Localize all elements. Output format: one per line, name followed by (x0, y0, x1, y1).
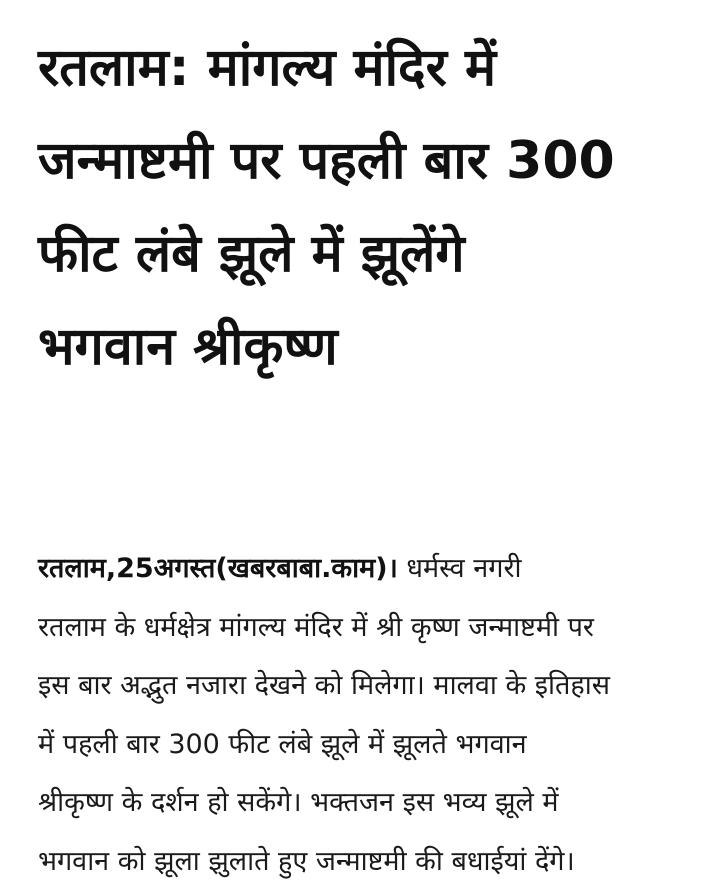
dateline: रतलाम,25अगस्त(खबरबाबा.काम)। (38, 553, 398, 584)
headline-line: जन्माष्टमी पर पहली बार 300 (38, 131, 615, 191)
body-line: इस बार अद्भुत नजारा देखने को मिलेगा। मालवा के इतिहास (38, 670, 610, 701)
body-line: भगवान को झूला झुलाते हुए जन्माष्टमी की बधाईयां देंगे। (38, 845, 575, 877)
body-line (38, 540, 698, 599)
article-headline (38, 22, 698, 394)
body-line: में पहली बार 300 फीट लंबे झूले में झूलते भगवान (38, 728, 527, 760)
body-line: रतलाम के धर्मक्षेत्र मांगल्य मंदिर में श्री कृष्ण जन्माष्टमी पर (38, 611, 594, 643)
headline-line: फीट लंबे झूले में झूलेंगे (38, 224, 465, 284)
body-line-text: धर्मस्व नगरी (397, 553, 522, 584)
headline-line: रतलाम: मांगल्य मंदिर में (38, 38, 497, 98)
article-body (38, 540, 698, 891)
headline-line: भगवान श्रीकृष्ण (38, 317, 338, 377)
body-line: श्रीकृष्ण के दर्शन हो सकेंगे। भक्तजन इस भव्य झूले में (38, 787, 559, 818)
